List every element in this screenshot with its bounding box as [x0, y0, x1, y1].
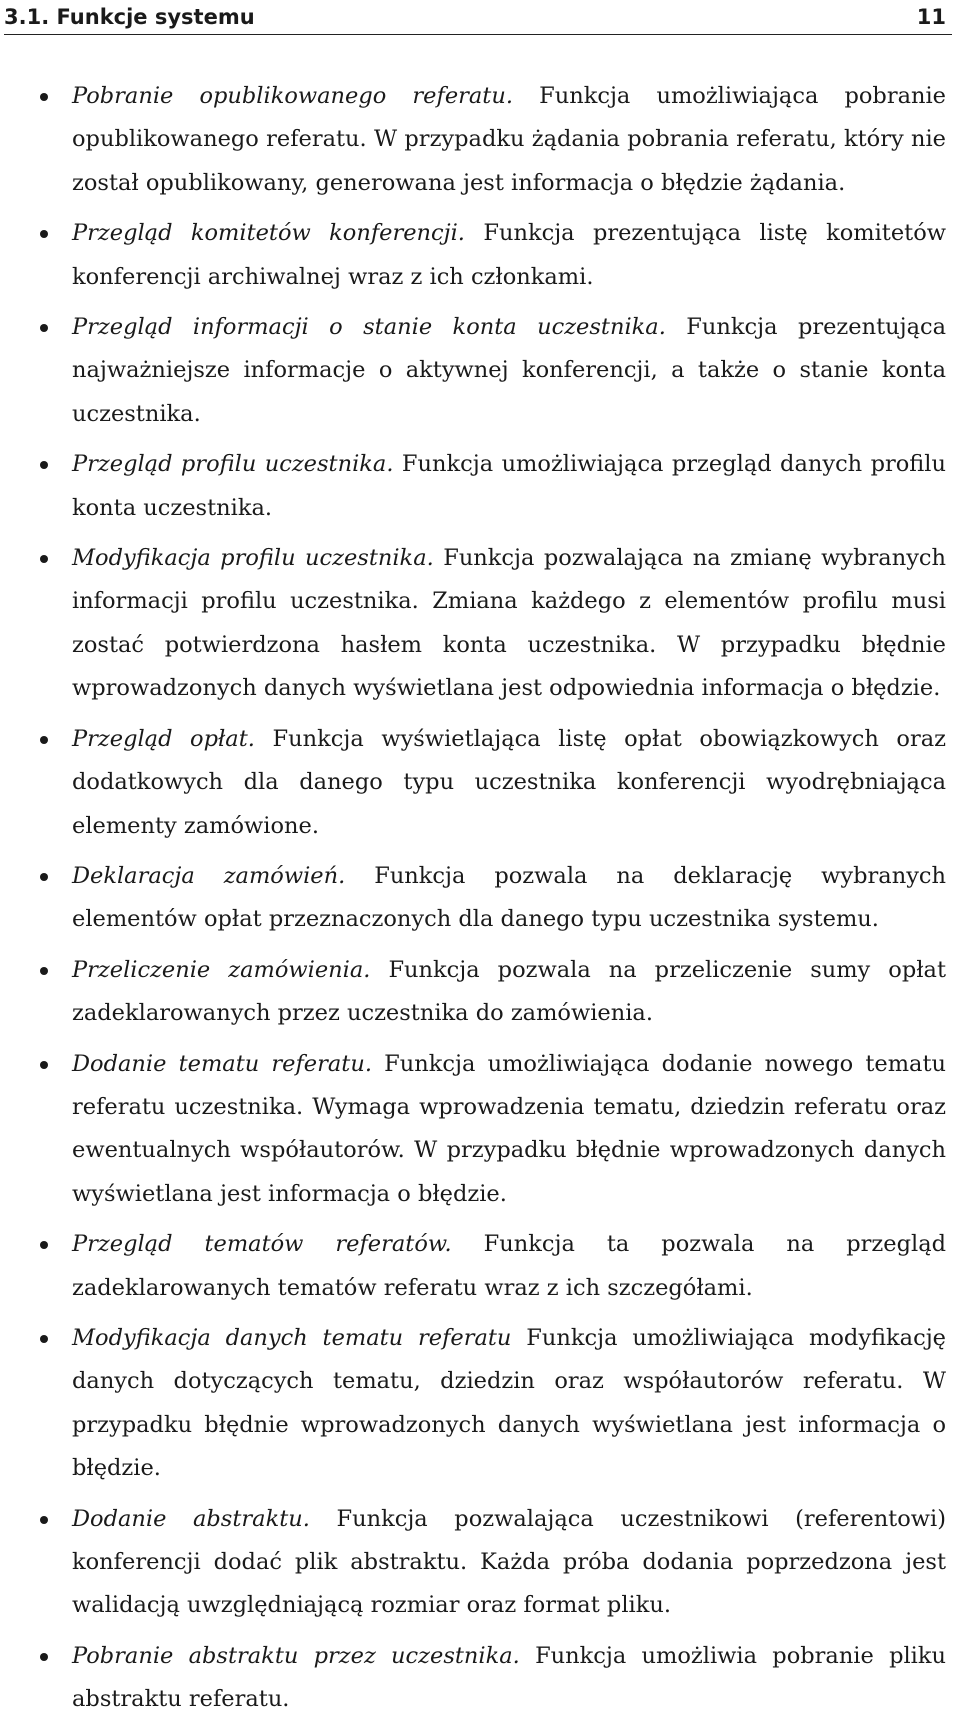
bullet-icon [40, 967, 48, 975]
list-item [0, 443, 960, 530]
item-term: Przegląd komitetów konferencji. [72, 220, 465, 247]
section-title: 3.1. Funkcje systemu [4, 5, 255, 29]
item-description: Funkcja umożliwiająca dodanie nowego tematu referatu uczestnika. Wymaga wprowadzenia tematu, dziedzin referatu oraz ewentualnych współautorów. W przypadku błędnie wprowadzonych danych wyświetlana jest informacja o błędzie. [72, 1050, 946, 1207]
running-header [4, 4, 952, 35]
list-item [0, 1498, 960, 1628]
bullet-icon [40, 1653, 48, 1661]
item-term: Modyfikacja profilu uczestnika. [72, 545, 434, 572]
item-term: Dodanie abstraktu. [72, 1505, 310, 1532]
item-description: Funkcja pozwalająca na zmianę wybranych informacji profilu uczestnika. Zmiana każdego z elementów profilu musi zostać potwierdzona hasłem konta uczestnika. W przypadku błędnie wprowadzonych danych wyświetlana jest odpowiednia informacja o błędzie. [72, 545, 947, 702]
item-term: Przegląd profilu uczestnika. [72, 451, 394, 478]
bullet-icon [40, 1061, 48, 1069]
item-description: Funkcja umożliwiająca modyfikację danych dotyczących tematu, dziedzin oraz współautorów referatu. W przypadku błędnie wprowadzonych danych wyświetlana jest informacja o błędzie. [72, 1324, 946, 1482]
bullet-icon [40, 1241, 48, 1249]
list-item [0, 537, 960, 711]
item-description: Funkcja pozwala na deklarację wybranych elementów opłat przeznaczonych dla danego typu uczestnika systemu. [72, 862, 947, 933]
item-description: Funkcja ta pozwala na przegląd zadeklarowanych tematów referatu wraz z ich szczegółami. [72, 1231, 947, 1301]
item-description: Funkcja umożliwiająca pobranie opublikowanego referatu. W przypadku żądania pobrania referatu, który nie został opublikowany, generowana jest informacja o błędzie żądania. [72, 83, 946, 196]
item-term: Pobranie opublikowanego referatu. [72, 83, 513, 109]
bullet-icon [40, 873, 48, 881]
bullet-icon [40, 230, 48, 238]
list-item [0, 949, 960, 1036]
item-term: Pobranie abstraktu przez uczestnika. [72, 1642, 520, 1669]
bullet-icon [40, 93, 48, 101]
bullet-icon [40, 555, 48, 563]
list-item [0, 1317, 960, 1491]
item-description: Funkcja umożliwiająca przegląd danych profilu konta uczestnika. [72, 451, 946, 521]
list-item [0, 855, 960, 942]
list-item [0, 718, 960, 848]
item-description: Funkcja wyświetlająca listę opłat obowiązkowych oraz dodatkowych dla danego typu uczestnika konferencji wyodrębniająca elementy zamówione. [72, 725, 947, 839]
list-item [0, 1635, 960, 1722]
item-term: Przeliczenie zamówienia. [72, 956, 371, 983]
list-item [0, 212, 960, 299]
bullet-icon [40, 1516, 48, 1524]
item-term: Przegląd informacji o stanie konta uczestnika. [72, 314, 666, 341]
item-term: Deklaracja zamówień. [72, 862, 346, 889]
function-list [0, 75, 960, 1722]
item-term: Modyfikacja danych tematu referatu [72, 1324, 512, 1351]
item-description: Funkcja pozwalająca uczestnikowi (referentowi) konferencji dodać plik abstraktu. Każda próba dodania poprzedzona jest walidacją uwzględniającą rozmiar oraz format pliku. [72, 1505, 947, 1619]
bullet-icon [40, 324, 48, 332]
bullet-icon [40, 736, 48, 744]
page-number: 11 [916, 5, 946, 29]
item-term: Przegląd tematów referatów. [72, 1231, 452, 1258]
bullet-icon [40, 1335, 48, 1343]
bullet-icon [40, 461, 48, 469]
list-item [0, 1223, 960, 1310]
item-description: Funkcja umożliwia pobranie pliku abstraktu referatu. [72, 1642, 946, 1713]
list-item [0, 306, 960, 436]
item-description: Funkcja prezentująca najważniejsze informacje o aktywnej konferencji, a także o stanie konta uczestnika. [72, 314, 947, 427]
item-description: Funkcja prezentująca listę komitetów konferencji archiwalnej wraz z ich członkami. [72, 220, 947, 290]
list-item [0, 75, 960, 205]
item-term: Dodanie tematu referatu. [72, 1050, 372, 1077]
list-item [0, 1043, 960, 1217]
item-description: Funkcja pozwala na przeliczenie sumy opłat zadeklarowanych przez uczestnika do zamówienia. [72, 956, 946, 1027]
item-term: Przegląd opłat. [72, 725, 255, 752]
